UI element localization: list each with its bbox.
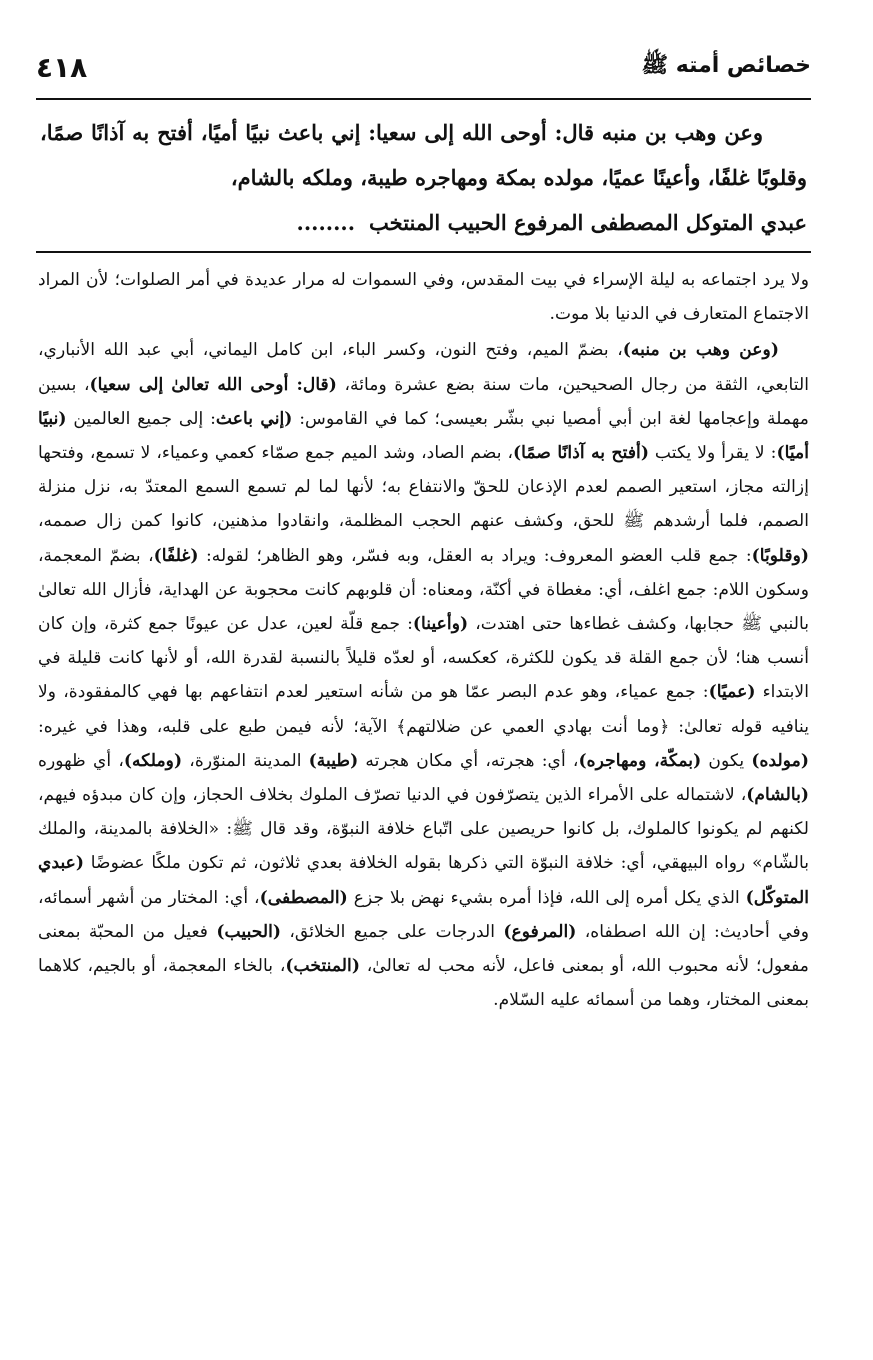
main-text-closing: عبدي المتوكل المصطفى المرفوع الحبيب المنتخب bbox=[369, 210, 807, 235]
continuation-ellipsis: ........ bbox=[296, 210, 356, 235]
commentary-text: : جمع عمياء، وهو عدم البصر عمّا هو من شأنه استعير لعدم انتفاعهم بها فهي كالمفقودة، ولا ينافيه قوله تعالىٰ: ﴿وما أنت بهادي العمي عن ضلالتهم﴾ الآية؛ لأنه فيمن طبع على قلبه، وهذا في غيره: bbox=[38, 682, 809, 737]
commentary-paragraph-2 bbox=[38, 333, 809, 1017]
commentary-text: ، بالخاء المعجمة، أو بالجيم، كلاهما بمعنى المختار، وهما من أسمائه عليه السّلام. bbox=[38, 956, 809, 1011]
quoted-term: (بالشام) bbox=[746, 785, 809, 806]
quoted-term: (وقلوبًا) bbox=[751, 545, 809, 566]
quoted-term: (الحبيب) bbox=[216, 921, 281, 942]
quoted-term: (نبيًا أميًا) bbox=[38, 408, 810, 464]
quoted-term: (قال: أوحى الله تعالىٰ إلى سعيا) bbox=[89, 374, 337, 395]
commentary-paragraph-1: ولا يرد اجتماعه به ليلة الإسراء في بيت المقدس، وفي السموات له مرار عديدة في أمر الصلوات؛ لأن المراد الاجتماع المتعارف في الدنيا بلا موت. bbox=[38, 270, 809, 325]
quoted-term: (وأعينا) bbox=[412, 614, 469, 635]
commentary-text: الدرجات على جميع الخلائق، bbox=[289, 921, 495, 942]
commentary-text: : جمع قلّة لعين، عدل عن عيونًا جمع كثرة، وإن كان أنسب هنا؛ لأن جمع القلة قد يكون للكثرة، كعكسه، أو لعدّه قليلاً بالنسبة لقدرة الله، أو لأنها كانت قليلة في الابتداء bbox=[38, 614, 809, 703]
commentary-text: ، أي ظهوره bbox=[38, 750, 124, 771]
page-number: ٤١٨ bbox=[36, 50, 88, 84]
commentary-text: الذي يكل أمره إلى الله، فإذا أمره بشيء نهض بلا جزع bbox=[353, 887, 740, 908]
quoted-term: (وملكه) bbox=[123, 750, 183, 771]
main-text-paragraph: وعن وهب بن منبه قال: أوحى الله إلى سعيا: إني باعث نبيًا أميًا، أفتح به آذانًا صمًا، وقلوبًا غلفًا، وأعينًا عميًا، مولده بمكة ومهاجره طيبة، وملكه بالشام، bbox=[40, 120, 807, 190]
quoted-term: (المصطفى) bbox=[259, 887, 348, 908]
commentary-text: : لا يقرأ ولا يكتب bbox=[654, 443, 777, 464]
commentary-text: ، بسين مهملة وإعجامها لغة ابن أبي أمصيا نبي بشّر بعيسى؛ كما في القاموس: bbox=[38, 374, 810, 429]
commentary-text: ، بضمّ المعجمة، وسكون اللام: جمع اغلف، أي: مغطاة في أكنّة، ومعناه: أن قلوبهم كانت محجوبة عن الهداية، فأزال الله تعالىٰ بالنبي ﷺ حجابها، وكشف غطاءها حتى اهتدت، bbox=[38, 545, 810, 635]
quoted-term: (عبدي المتوكّل) bbox=[38, 853, 810, 908]
commentary bbox=[36, 263, 811, 1017]
quoted-term: (وعن وهب بن منبه) bbox=[622, 340, 779, 361]
commentary-text: المدينة المنوّرة، bbox=[189, 750, 302, 771]
commentary-text: ، لاشتماله على الأمراء الذين يتصرّفون في الدنيا تصرّف الملوك بخلاف الحجاز، وإن كان مبدؤه فيهم، لكنهم لم يكونوا كالملوك، بل كانوا حريصين على اتّباع خلافة النبوّة، وقد قال ﷺ: «الخلافة بالمدينة، والملك بالشّام» رواه البيهقي، أي: خلافة النبوّة التي ذكرها بقوله الخلافة بعدي ثلاثون، ثم تكون ملكًا عضوضًا bbox=[38, 785, 809, 874]
commentary-text: ، أي: المختار من أشهر أسمائه، وفي أحاديث: إن الله اصطفاه، bbox=[38, 887, 809, 942]
quoted-term: (المنتخب) bbox=[285, 956, 360, 977]
main-text bbox=[36, 100, 811, 245]
running-title: خصائص أمته ﷺ bbox=[641, 53, 811, 78]
divider-line bbox=[36, 251, 811, 253]
quoted-term: (عميًا) bbox=[708, 682, 756, 703]
commentary-text: ، بضم الصاد، وشد الميم جمع صمّاء كعمي وعمياء، لا تسمع، وفتحها إزالته مجاز، استعير الصمم لعدم الإذعان للحقّ والانتفاع به؛ لأنها لما لم تسمع السمع المعتدّ به، نزل منزلة الصمم، فلما أرشدهم ﷺ للحق، وكشف عنهم الحجب المظلمة، وانقادوا مذهنين، كانوا كمن زال صممه، bbox=[38, 443, 809, 532]
commentary-text: : جمع قلب العضو المعروف: ويراد به العقل، وبه فسّر، وهو الظاهر؛ لقوله: bbox=[205, 545, 752, 566]
commentary-text: ، أي: هجرته، أي مكان هجرته bbox=[365, 750, 579, 771]
main-text-last-line bbox=[40, 200, 807, 245]
commentary-text: يكون bbox=[708, 750, 745, 771]
quoted-term: (المرفوع) bbox=[503, 921, 577, 942]
page-header bbox=[36, 40, 811, 100]
quoted-term: (طيبة) bbox=[308, 750, 359, 771]
commentary-text: فعيل من المحبّة بمعنى مفعول؛ لأنه محبوب الله، أو بمعنى فاعل، لأنه محب له تعالىٰ، bbox=[38, 921, 810, 977]
quoted-term: (إني باعث bbox=[215, 408, 293, 429]
commentary-text: : إلى جميع العالمين bbox=[73, 408, 216, 429]
commentary-text: ، بضمّ الميم، وفتح النون، وكسر الباء، ابن كامل اليماني، أبي عبد الله الأنباري، التابعي، الثقة من رجال الصحيحين، مات سنة بضع عشرة ومائة، bbox=[38, 340, 809, 395]
quoted-term: (مولده) bbox=[751, 750, 809, 771]
quoted-term: (أفتح به آذانًا صمًا) bbox=[513, 443, 649, 464]
quoted-term: (غلفًا) bbox=[153, 545, 199, 566]
quoted-term: (بمكّة، ومهاجره) bbox=[578, 750, 702, 771]
